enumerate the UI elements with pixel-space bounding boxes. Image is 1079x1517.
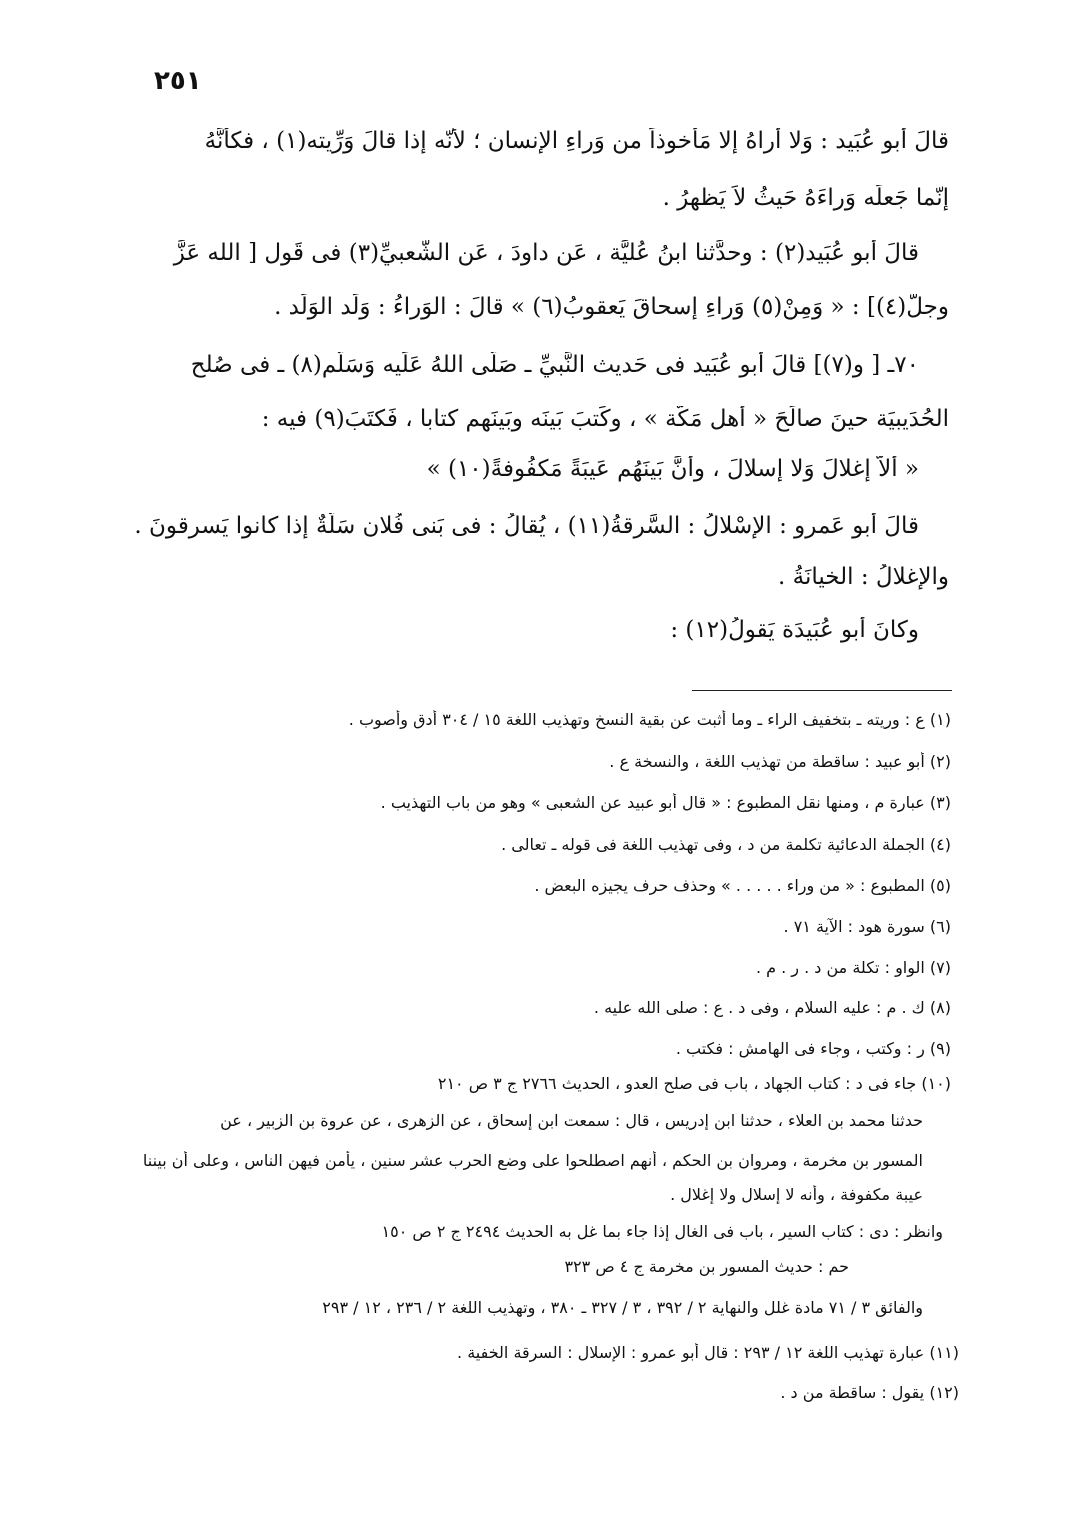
footnote: (١) ع : ورِيته ـ بتخفيف الراء ـ وما أثبت عن بقية النسخ وتهذيب اللغة ١٥ / ٣٠٤ أدق وأصوب . [348, 710, 951, 729]
footnote: (١٢) يقول : ساقطة من د . [780, 1383, 959, 1402]
main-text-line: قالَ أبو عُبَيد(٢) : وحدَّثنا ابنُ عُليَّة ، عَن داودَ ، عَن الشَّعبيِّ(٣) فى قَول [ الله عَزَّ [173, 240, 919, 266]
main-text-line: قالَ أبو عَمرو : الإسْلالُ : السَّرقةُ(١١) ، يُقالُ : فى بَنى فُلان سَلَّةٌ إذا كانوا يَسرقونَ . [134, 513, 919, 539]
main-text-line: وكانَ أبو عُبَيدَة يَقولُ(١٢) : [670, 617, 919, 643]
footnote: (٣) عبارة م ، ومنها نقل المطبوع : « قال أبو عبيد عن الشعبى » وهو من باب التهذيب . [380, 793, 951, 812]
footnote-continuation: المسور بن مخرمة ، ومروان بن الحكم ، أنهم اصطلحوا على وضع الحرب عشر سنين ، يأمن فيهن الناس ، وعلى أن بيننا [142, 1151, 923, 1170]
footnote: (٦) سورة هود : الآية ٧١ . [783, 917, 951, 936]
footnote-continuation: والفائق ٣ / ٧١ مادة غلل والنهاية ٢ / ٣٩٢ ، ٣ / ٣٢٧ ـ ٣٨٠ ، وتهذيب اللغة ٢ / ٢٣٦ ، ١٢ / ٢٩٣ [322, 1298, 923, 1317]
footnote-continuation: وانظر : دى : كتاب السير ، باب فى الغال إذا جاء بما غل به الحديث ٢٤٩٤ ج ٢ ص ١٥٠ [381, 1222, 943, 1241]
main-text-line: إنّما جَعلَه وَراءَهُ حَيثُ لاَ يَظهرُ . [662, 185, 949, 211]
main-text-line: وجلَّ(٤)] : « وَمِنْ(٥) وَراءِ إسحاقَ يَعقوبُ(٦) » قالَ : الوَراءُ : وَلَد الوَلَد . [274, 294, 949, 320]
footnote-separator [692, 690, 952, 691]
footnote: (٥) المطبوع : « من وراء . . . . . » وحذف حرف يجيزه البعض . [534, 876, 951, 895]
footnote: (٢) أبو عبيد : ساقطة من تهذيب اللغة ، والنسخة ع . [609, 752, 951, 771]
footnote: (٤) الجملة الدعائية تكلمة من د ، وفى تهذيب اللغة فى قوله ـ تعالى . [501, 835, 951, 854]
page-number: ٢٥١ [154, 66, 202, 96]
footnote-continuation: حدثنا محمد بن العلاء ، حدثنا ابن إدريس ، قال : سمعت ابن إسحاق ، عن الزهرى ، عن عروة بن الزبير ، عن [220, 1111, 923, 1130]
footnote: (١٠) جاء فى د : كتاب الجهاد ، باب فى صلح العدو ، الحديث ٢٧٦٦ ج ٣ ص ٢١٠ [437, 1074, 951, 1093]
footnote-continuation: عيبة مكفوفة ، وأنه لا إسلال ولا إغلال . [670, 1185, 923, 1204]
footnote-continuation: حم : حديث المسور بن مخرمة ج ٤ ص ٣٢٣ [564, 1257, 849, 1276]
quoted-hadith-line: « ألاّ إغلالَ وَلا إسلالَ ، وأنَّ بَينَهُم عَيبَةً مَكفُوفةً(١٠) » [426, 456, 919, 482]
footnote: (٧) الواو : تكلة من د . ر . م . [755, 958, 951, 977]
main-text-line: ٧٠ـ [ و(٧)] قالَ أبو عُبَيد فى حَديث النَّبيِّ ـ صَلّى اللهُ عَلَيه وَسَلَّم(٨) ـ فى صُلح [190, 352, 919, 378]
footnote: (٩) ر : وكتب ، وجاء فى الهامش : فكتب . [675, 1039, 951, 1058]
main-text-line: قالَ أبو عُبَيد : وَلا أُراهُ إلا مَأخوذاً من وَراءِ الإنسان ؛ لأنّه إذا قالَ وَرِّيته(١) ، فكأنَّهُ [204, 128, 949, 154]
footnote: (١١) عبارة تهذيب اللغة ١٢ / ٢٩٣ : قال أبو عمرو : الإسلال : السرقة الخفية . [457, 1343, 959, 1362]
footnote: (٨) ك . م : عليه السلام ، وفى د . ع : صلى الله عليه . [593, 998, 951, 1017]
main-text-line: الحُدَيبيَة حينَ صالَحَ « أهل مَكَّة » ، وكَتبَ بَينَه وبَينَهم كتابا ، فَكتَبَ(٩) فيه : [261, 406, 949, 432]
main-text-line: والإغلالُ : الخيانَةُ . [778, 564, 949, 590]
